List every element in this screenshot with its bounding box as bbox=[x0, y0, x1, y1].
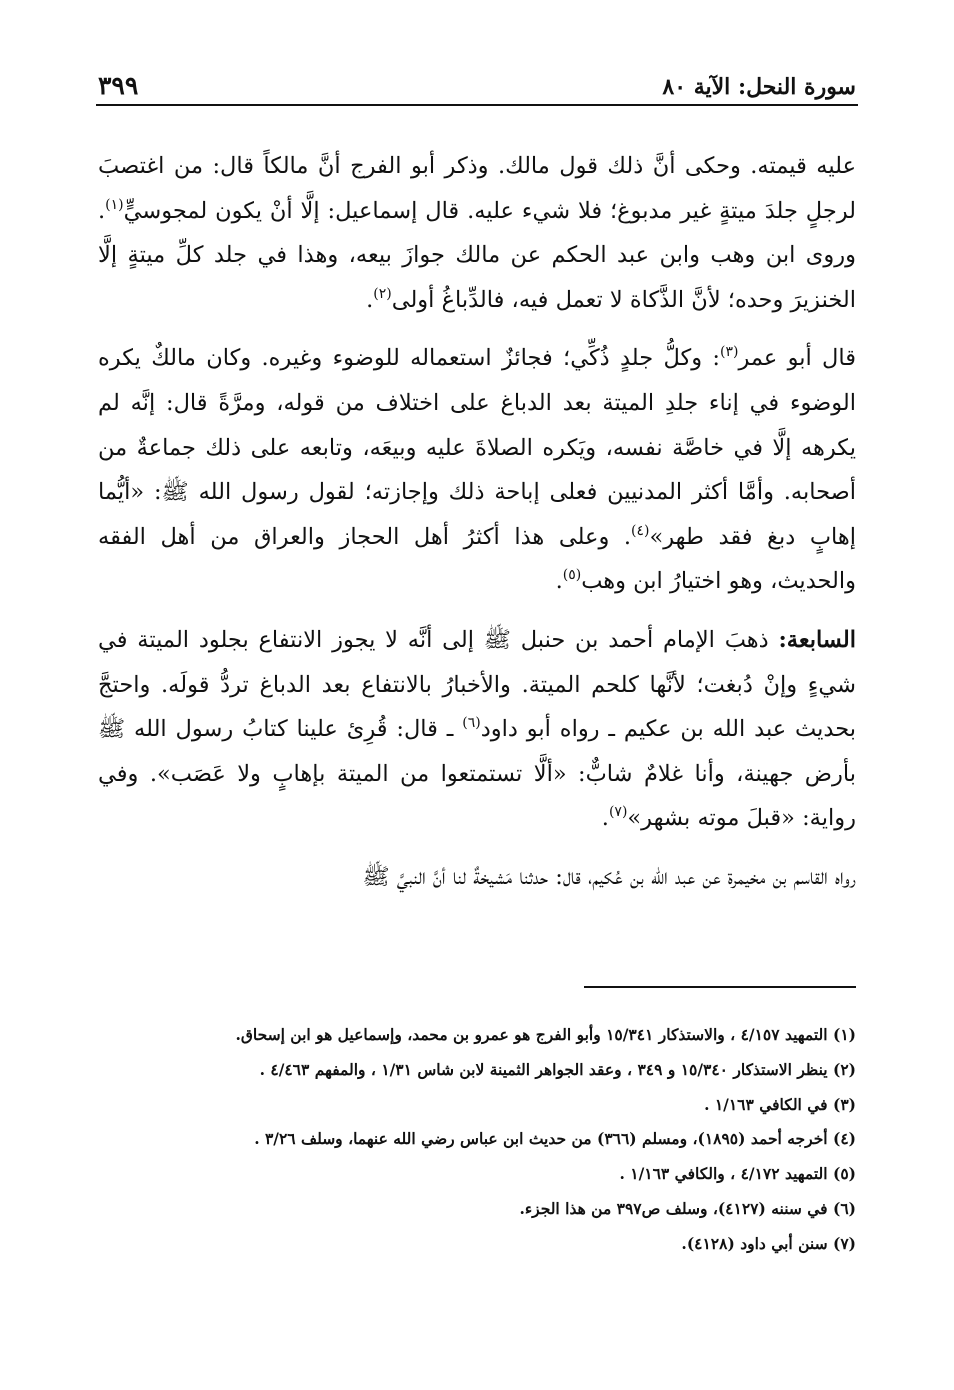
footnote-7: (٧) سنن أبي داود (٤١٢٨). bbox=[681, 1233, 856, 1253]
footnote-ref-1[interactable]: (١) bbox=[105, 196, 124, 213]
chapter-title: سورة النحل: الآية ٨٠ bbox=[662, 74, 856, 100]
footnote-1: (١) التمهيد ٤/١٥٧ ، والاستذكار ١٥/٣٤١ وأبو الفرج هو عمرو بن محمد، وإسماعيل هو ابن إسحاق. bbox=[235, 1025, 856, 1044]
footnote-separator bbox=[584, 986, 856, 988]
footnote-4: (٤) أخرجه أحمد (١٨٩٥)، ومسلم (٣٦٦) من حديث ابن عباس رضي الله عنهما، وسلف ٣/٢٦ . bbox=[254, 1129, 856, 1149]
main-text bbox=[98, 144, 856, 900]
paragraph-1: عليه قيمته. وحكى أنَّ ذلك قول مالك. وذكر أبو الفرج أنَّ مالكاً قال: من اغتصبَ لرجلٍ جلدَ ميتةٍ غير مدبوغ؛ فلا شيء عليه. قال إسماعيل: إلَّا أنْ يكون لمجوسيٍّ$^{(١)}$. وروى ابن وهب وابن عبد الحكم عن مالك جوازَ بيعه، وهذا في جلد كلِّ ميتةٍ إلَّا الخنزيرَ وحده؛ لأنَّ الذَّكاة لا تعمل فيه، فالدِّباغُ أولى$^{(٢)}$. bbox=[98, 153, 856, 313]
running-header bbox=[98, 60, 856, 100]
section-label: السابعة: bbox=[778, 626, 856, 653]
footnote-ref-4[interactable]: (٤) bbox=[631, 522, 650, 539]
footnote-5: (٥) التمهيد ٤/١٧٢ ، والكافي ١/١٦٣ . bbox=[619, 1164, 856, 1184]
footnote-ref-2[interactable]: (٢) bbox=[373, 285, 392, 302]
footnote-ref-3[interactable]: (٣) bbox=[719, 344, 739, 361]
paragraph-3: السابعة: ذهبَ الإمام أحمد بن حنبل ﷺ إلى أنَّه لا يجوز الانتفاع بجلود الميتة في شيءٍ وإنْ دُبغت؛ لأنَّها كلحم الميتة. والأخبارُ بالانتفاع بعد الدباغ تردُّ قولَه. واحتجَّ بحديث عبد الله بن عكيم ـ رواه أبو داود$^{(٦)}$ ـ قال: قُرِئ علينا كتابُ رسول الله ﷺ بأرض جهينة، وأنا غلامٌ شابٌّ: «ألَّا تستمتعوا من الميتة بإهابٍ ولا عَصَب». وفي رواية: «قبلَ موته بشهر»$^{(٧)}$. bbox=[98, 626, 856, 832]
footnote-ref-6[interactable]: (٦) bbox=[462, 715, 481, 732]
footnote-6: (٦) في سننه (٤١٢٧)، وسلف ص٣٩٧ من هذا الجزء. bbox=[519, 1198, 856, 1218]
footnotes bbox=[98, 1018, 856, 1262]
header-rule bbox=[96, 104, 858, 106]
paragraph-2: قال أبو عمر$^{(٣)}$: وكلُّ جلدٍ ذُكِّي؛ فجائزٌ استعماله للوضوء وغيره. وكان مالكٌ يكره الوضوء في إناء جلدِ الميتة بعد الدباغ على اختلاف من قوله، ومرَّةً قال: إنَّه لم يكرهه إلَّا في خاصَّة نفسه، ويَكره الصلاةَ عليه وبيعَه، وتابعه على ذلك جماعةٌ من أصحابه. وأمَّا أكثر المدنيين فعلى إباحة ذلك وإجازته؛ لقول رسول الله ﷺ: «أيُّما إهابٍ دبغ فقد طهر»$^{(٤)}$. وعلى هذا أكثرُ أهل الحجاز والعراق من أهل الفقه والحديث، وهو اختيارُ ابن وهب$^{(٥)}$. bbox=[98, 344, 857, 595]
paragraph-4: رواه القاسم بن مخيمرة عن عبد الله بن عُكيم، قال: حدثنا مَشيخةٌ لنا أنَّ النبيَّ ﷺ bbox=[362, 863, 856, 890]
footnote-ref-7[interactable]: (٧) bbox=[608, 804, 628, 821]
footnote-ref-5[interactable]: (٥) bbox=[562, 567, 582, 584]
footnote-2: (٢) ينظر الاستذكار ١٥/٣٤٠ و ٣٤٩ ، وعقد الجواهر الثمينة لابن شاس ١/٣١ ، والمفهم ٤/٤٦٣ . bbox=[259, 1059, 856, 1079]
footnote-3: (٣) في الكافي ١/١٦٣ . bbox=[704, 1094, 856, 1114]
page-number: ٣٩٩ bbox=[98, 71, 139, 100]
